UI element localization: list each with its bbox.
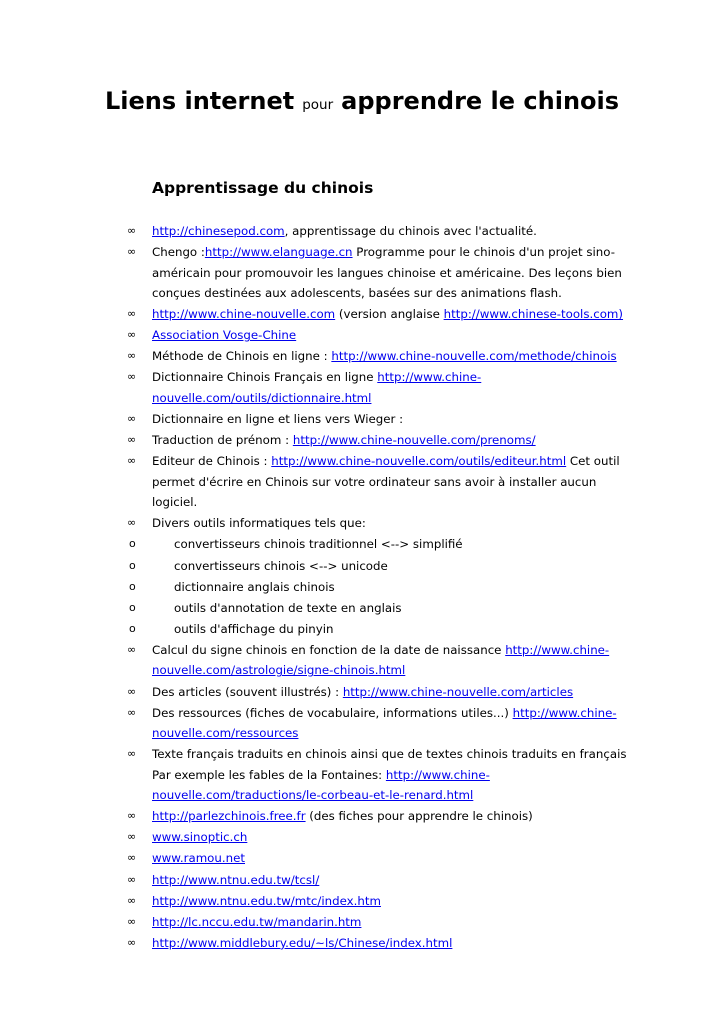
item-text: Des ressources (fiches de vocabulaire, informations utiles...) xyxy=(152,705,513,720)
list-item xyxy=(0,513,634,534)
item-link[interactable]: http://www.middlebury.edu/~ls/Chinese/index.html xyxy=(152,935,453,950)
list-item xyxy=(0,242,634,304)
item-text: Cet outil permet d'écrire en Chinois sur votre ordinateur sans avoir à installer aucun logiciel. xyxy=(152,454,620,510)
item-link[interactable]: www.ramou.net xyxy=(152,851,245,866)
infinity-bullet-icon: ∞ xyxy=(127,642,137,656)
infinity-bullet-icon: ∞ xyxy=(127,893,137,907)
list-item xyxy=(0,221,634,242)
item-link[interactable]: http://www.chine-nouvelle.com/outils/dictionnaire.html xyxy=(152,370,482,405)
section-heading: Apprentissage du chinois xyxy=(152,179,374,197)
item-text: Dictionnaire en ligne et liens vers Wieger : xyxy=(152,412,404,427)
circle-bullet-icon: o xyxy=(129,621,136,635)
infinity-bullet-icon: ∞ xyxy=(127,454,137,468)
item-link[interactable]: http://www.chinese-tools.com) xyxy=(443,307,624,322)
item-text: (des fiches pour apprendre le chinois) xyxy=(305,809,533,824)
sub-list-item xyxy=(0,619,634,640)
infinity-bullet-icon: ∞ xyxy=(127,684,137,698)
sub-list-item xyxy=(0,598,634,619)
item-link[interactable]: http://www.chine-nouvelle.com xyxy=(152,307,336,322)
infinity-bullet-icon: ∞ xyxy=(127,914,137,928)
list-item xyxy=(0,827,634,848)
item-link[interactable]: http://www.ntnu.edu.tw/mtc/index.htm xyxy=(152,893,381,908)
item-link[interactable]: Association Vosge-Chine xyxy=(152,328,297,343)
infinity-bullet-icon: ∞ xyxy=(127,224,137,237)
infinity-bullet-icon: ∞ xyxy=(127,433,137,447)
list-item xyxy=(0,325,634,346)
item-text: outils d'annotation de texte en anglais xyxy=(174,600,402,615)
list-item xyxy=(0,346,634,367)
item-link[interactable]: http://www.chine-nouvelle.com/traductions/le-corbeau-et-le-renard.html xyxy=(152,767,490,803)
list-item xyxy=(0,848,634,869)
list-item xyxy=(0,451,634,513)
infinity-bullet-icon: ∞ xyxy=(127,809,137,823)
infinity-bullet-icon: ∞ xyxy=(127,935,137,949)
infinity-bullet-icon: ∞ xyxy=(127,370,137,384)
circle-bullet-icon: o xyxy=(129,537,136,551)
item-text: Dictionnaire Chinois Français en ligne xyxy=(152,370,378,385)
item-text: dictionnaire anglais chinois xyxy=(174,579,335,594)
item-text: Calcul du signe chinois en fonction de la date de naissance xyxy=(152,642,506,657)
title-part-2: pour xyxy=(302,97,334,113)
item-link[interactable]: http://lc.nccu.edu.tw/mandarin.htm xyxy=(152,914,362,929)
item-link[interactable]: http://www.elanguage.cn xyxy=(204,245,353,260)
item-text: convertisseurs chinois traditionnel <--> simplifié xyxy=(174,537,463,552)
title-part-1: Liens internet xyxy=(104,87,295,115)
item-text: Programme pour le chinois d'un projet sino-américain pour promouvoir les langues chinoise et américaine. Des leçons bien conçues destinées aux adolescents, basées sur des animations flash. xyxy=(152,245,622,301)
infinity-bullet-icon: ∞ xyxy=(127,705,137,719)
item-text: Traduction de prénom : xyxy=(152,433,293,448)
item-link[interactable]: http://www.chine-nouvelle.com/ressources xyxy=(152,705,617,741)
infinity-bullet-icon: ∞ xyxy=(127,516,137,530)
sub-list-item xyxy=(0,534,634,555)
sub-list-item xyxy=(0,556,634,577)
list-item xyxy=(0,430,634,451)
list-item xyxy=(0,806,634,827)
item-link[interactable]: http://chinesepod.com xyxy=(152,224,285,238)
item-text: , apprentissage du chinois avec l'actualité. xyxy=(284,224,537,238)
sub-list-item xyxy=(0,577,634,598)
item-text: (version anglaise xyxy=(335,307,444,322)
list-item xyxy=(0,304,634,325)
infinity-bullet-icon: ∞ xyxy=(127,412,137,426)
circle-bullet-icon: o xyxy=(129,579,136,593)
item-text: Divers outils informatiques tels que: xyxy=(152,516,366,531)
list-item xyxy=(0,640,634,681)
list-item xyxy=(0,682,634,703)
list-item xyxy=(0,744,634,806)
item-link[interactable]: http://www.chine-nouvelle.com/articles xyxy=(342,684,574,699)
circle-bullet-icon: o xyxy=(129,558,136,572)
item-link[interactable]: http://parlezchinois.free.fr xyxy=(152,809,306,824)
infinity-bullet-icon: ∞ xyxy=(127,307,137,321)
list-item xyxy=(0,703,634,744)
item-text: convertisseurs chinois <--> unicode xyxy=(174,558,388,573)
item-text: Editeur de Chinois : xyxy=(152,454,272,469)
list-item xyxy=(0,891,634,912)
infinity-bullet-icon: ∞ xyxy=(127,328,137,342)
item-text: Texte français traduits en chinois ainsi que de textes chinois traduits en français Par exemple les fables de la Fontaines: xyxy=(152,747,627,782)
item-text: Méthode de Chinois en ligne : xyxy=(152,349,332,364)
list-item xyxy=(0,870,634,891)
infinity-bullet-icon: ∞ xyxy=(127,830,137,844)
page-title xyxy=(0,84,724,122)
infinity-bullet-icon: ∞ xyxy=(127,349,137,363)
item-text: Chengo : xyxy=(152,245,205,260)
item-link[interactable]: http://www.chine-nouvelle.com/prenoms/ xyxy=(292,433,536,448)
item-text: Des articles (souvent illustrés) : xyxy=(152,684,343,699)
circle-bullet-icon: o xyxy=(129,600,136,614)
infinity-bullet-icon: ∞ xyxy=(127,245,137,259)
list-item xyxy=(0,367,634,408)
list-item xyxy=(0,933,634,954)
item-text: outils d'affichage du pinyin xyxy=(174,621,334,636)
title-part-3: apprendre le chinois xyxy=(341,87,620,115)
item-link[interactable]: http://www.chine-nouvelle.com/methode/chinois xyxy=(331,349,617,364)
item-link[interactable]: http://www.ntnu.edu.tw/tcsl/ xyxy=(152,872,320,887)
list-item xyxy=(0,912,634,933)
link-list xyxy=(0,221,724,954)
item-link[interactable]: http://www.chine-nouvelle.com/outils/editeur.html xyxy=(271,454,567,469)
item-link[interactable]: http://www.chine-nouvelle.com/astrologie/signe-chinois.html xyxy=(152,642,610,678)
infinity-bullet-icon: ∞ xyxy=(127,747,137,761)
list-item xyxy=(0,409,634,430)
item-link[interactable]: www.sinoptic.ch xyxy=(152,830,248,845)
infinity-bullet-icon: ∞ xyxy=(127,872,137,886)
infinity-bullet-icon: ∞ xyxy=(127,851,137,865)
